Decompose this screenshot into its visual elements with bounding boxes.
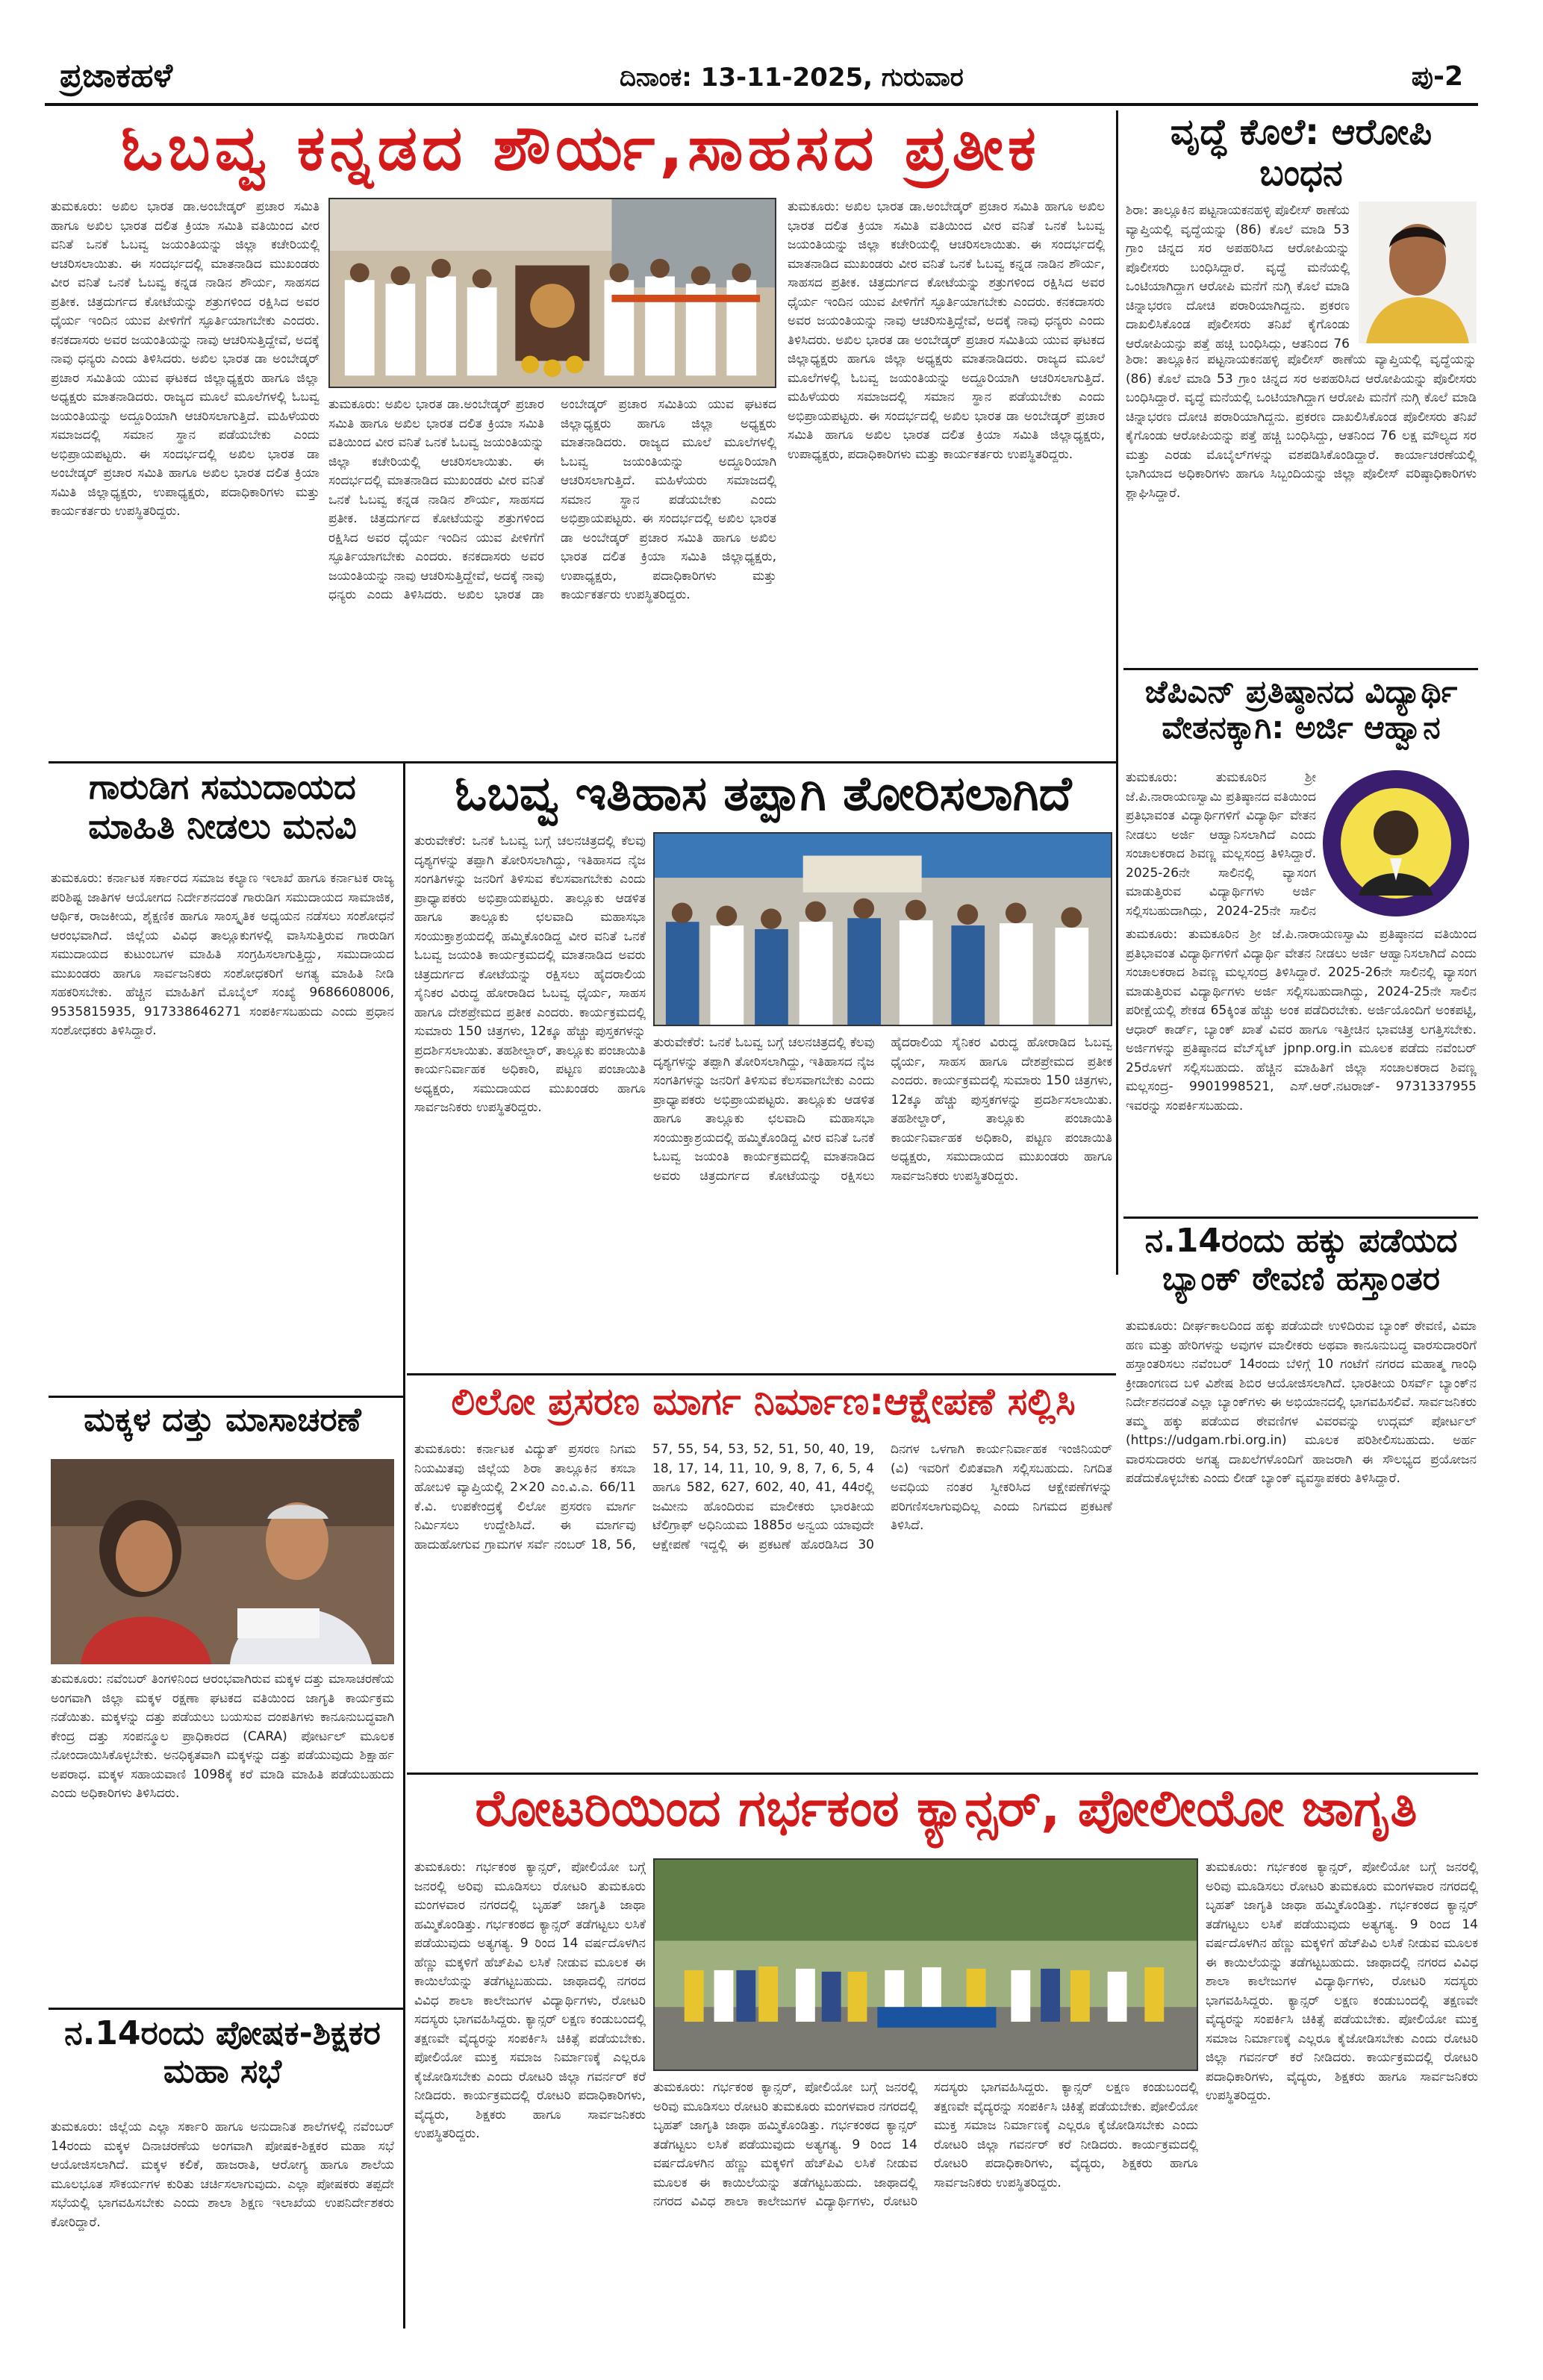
rule [407, 1772, 1478, 1775]
children-month-headline-box [51, 1402, 394, 1454]
scholarship-body: ತುಮಕೂರು: ತುಮಕೂರಿನ ಶ್ರೀ ಜೆ.ಪಿ.ನಾರಾಯಣಸ್ವಾಮಿ ಪ್ರತಿಷ್ಠಾನದ ವತಿಯಿಂದ ಪ್ರತಿಭಾವಂತ ವಿದ್ಯಾರ್ಥಿಗಳಿಗೆ ವಿದ್ಯಾರ್ಥಿ ವೇತನ ನೀಡಲು ಅರ್ಜಿ ಆಹ್ವಾನಿಸಲಾಗಿದೆ ಎಂದು ಸಂಚಾಲಕರಾದ ಶಿವಣ್ಣ ಮಲ್ಲಸಂದ್ರ ತಿಳಿಸಿದ್ದಾರೆ. 2025-26ನೇ ಸಾಲಿನಲ್ಲಿ ವ್ಯಾಸಂಗ ಮಾಡುತ್ತಿರುವ ವಿದ್ಯಾರ್ಥಿಗಳು ಅರ್ಜಿ ಸಲ್ಲಿಸಬಹುದಾಗಿದ್ದು, 2024-25ನೇ ಸಾಲಿನ [1126, 770, 1316, 918]
obavva-history-photo [653, 832, 1112, 1026]
scholarship-body-top [1126, 769, 1316, 918]
rule [49, 761, 1116, 763]
rule [49, 2008, 403, 2010]
teachers-headline: ನ.14ರಂದು ಪೋಷಕ-ಶಿಕ್ಷಕರ ಮಹಾ ಸಭೆ [64, 2015, 381, 2090]
power-line-headline: ಲಿಲೋ ಪ್ರಸರಣ ಮಾರ್ಗ ನಿರ್ಮಾಣ:ಆಕ್ಷೇಪಣೆ ಸಲ್ಲಿಸಿ [451, 1381, 1076, 1423]
power-line-body-box [414, 1440, 1112, 1758]
bank-body: ತುಮಕೂರು: ದೀರ್ಘಕಾಲದಿಂದ ಹಕ್ಕು ಪಡೆಯದೇ ಉಳಿದಿರುವ ಬ್ಯಾಂಕ್ ಠೇವಣಿ, ವಿಮಾ ಹಣ ಮತ್ತು ಹೇರಿಗಳನ್ನು ಅವುಗಳ ಮಾಲೀಕರು ಅಥವಾ ಕಾನೂನುಬದ್ಧ ವಾರಸುದಾರರಿಗೆ ಹಸ್ತಾಂತರಿಸಲು ನವೆಂಬರ್ 14ರಂದು ಬೆಳಿಗ್ಗೆ 10 ಗಂಟೆಗೆ ನಗರದ ಮಹಾತ್ಮ ಗಾಂಧಿ ಕ್ರೀಡಾಂಗಣದ ಬಳಿ ವಿಶೇಷ ಶಿಬಿರ ಆಯೋಜಿಸಲಾಗಿದೆ. ಭಾರತೀಯ ರಿಸರ್ವ್ ಬ್ಯಾಂಕ್‌ನ ನಿರ್ದೇಶನದಂತೆ ಎಲ್ಲಾ ಬ್ಯಾಂಕ್‌ಗಳು ಈ ಅಭಿಯಾನದಲ್ಲಿ ಭಾಗವಹಿಸಲಿವೆ. ಸಾರ್ವಜನಿಕರು ತಮ್ಮ ಹಕ್ಕು ಪಡೆಯದ ಠೇವಣಿಗಳ ವಿವರವನ್ನು ಉದ್ಗಮ್ ಪೋರ್ಟಲ್ (https://udgam.rbi.org.in) ಮೂಲಕ ಪರಿಶೀಲಿಸಬಹುದು. ಅರ್ಹ ವಾರಸುದಾರರು ಅಗತ್ಯ ದಾಖಲೆಗಳೊಂದಿಗೆ ಹಾಜರಾಗಿ ಈ ಸೌಲಭ್ಯದ ಪ್ರಯೋಜನ ಪಡೆದುಕೊಳ್ಳಬೇಕು ಎಂದು ಲೀಡ್ ಬ್ಯಾಂಕ್ ವ್ಯವಸ್ಥಾಪಕರು ತಿಳಿಸಿದ್ದಾರೆ. [1126, 1319, 1477, 1486]
scholarship-headline: ಜೆಪಿಎನ್ ಪ್ರತಿಷ್ಠಾನದ ವಿದ್ಯಾರ್ಥಿ ವೇತನಕ್ಕಾಗಿ: ಅರ್ಜಿ ಆಹ್ವಾನ [1144, 674, 1458, 746]
obavva-history-body: ತುರುವೇಕೆರೆ: ಒನಕೆ ಓಬವ್ವ ಬಗ್ಗೆ ಚಲನಚಿತ್ರದಲ್ಲಿ ಕೆಲವು ದೃಶ್ಯಗಳನ್ನು ತಪ್ಪಾಗಿ ತೋರಿಸಲಾಗಿದ್ದು, ಇತಿಹಾಸದ ನೈಜ ಸಂಗತಿಗಳನ್ನು ಜನರಿಗೆ ತಿಳಿಸುವ ಕೆಲಸವಾಗಬೇಕು ಎಂದು ಪ್ರಾಧ್ಯಾಪಕರು ಅಭಿಪ್ರಾಯಪಟ್ಟರು. ತಾಲ್ಲೂಕು ಆಡಳಿತ ಹಾಗೂ ತಾಲ್ಲೂಕು ಛಲವಾದಿ ಮಹಾಸಭಾ ಸಂಯುಕ್ತಾಶ್ರಯದಲ್ಲಿ ಹಮ್ಮಿಕೊಂಡಿದ್ದ ವೀರ ವನಿತೆ ಒನಕೆ ಓಬವ್ವ ಜಯಂತಿ ಕಾರ್ಯಕ್ರಮದಲ್ಲಿ ಮಾತನಾಡಿದ ಅವರು ಚಿತ್ರದುರ್ಗದ ಕೋಟೆಯನ್ನು ರಕ್ಷಿಸಲು ಹೈದರಾಲಿಯ ಸೈನಿಕರ ವಿರುದ್ಧ ಹೋರಾಡಿದ ಓಬವ್ವ ಧೈರ್ಯ, ಸಾಹಸ ಹಾಗೂ ದೇಶಪ್ರೇಮದ ಪ್ರತೀಕ ಎಂದರು. ಕಾರ್ಯಕ್ರಮದಲ್ಲಿ ಸುಮಾರು 150 ಚಿತ್ರಗಳು, 12ಕ್ಕೂ ಹೆಚ್ಚು ಪುಸ್ತಕಗಳನ್ನು ಪ್ರದರ್ಶಿಸಲಾಯಿತು. ತಹಶೀಲ್ದಾರ್, ತಾಲ್ಲೂಕು ಪಂಚಾಯಿತಿ ಕಾರ್ಯನಿರ್ವಾಹಕ ಅಧಿಕಾರಿ, ಪಟ್ಟಣ ಪಂಚಾಯಿತಿ ಅಧ್ಯಕ್ಷರು, ಸಮುದಾಯದ ಮುಖಂಡರು ಹಾಗೂ ಸಾರ್ವಜನಿಕರು ಉಪಸ್ಥಿತರಿದ್ದರು. [414, 834, 646, 1115]
rotary-rally-photo [653, 1858, 1198, 2071]
arrest-body-bottom [1126, 351, 1477, 664]
rotary-body-cont2: ತುಮಕೂರು: ಗರ್ಭಕಂಠ ಕ್ಯಾನ್ಸರ್, ಪೋಲಿಯೋ ಬಗ್ಗೆ ಜನರಲ್ಲಿ ಅರಿವು ಮೂಡಿಸಲು ರೋಟರಿ ತುಮಕೂರು ಮಂಗಳವಾರ ನಗರದಲ್ಲಿ ಬೃಹತ್ ಜಾಗೃತಿ ಜಾಥಾ ಹಮ್ಮಿಕೊಂಡಿತ್ತು. ಗರ್ಭಕಂಠದ ಕ್ಯಾನ್ಸರ್ ತಡೆಗಟ್ಟಲು ಲಸಿಕೆ ಪಡೆಯುವುದು ಅತ್ಯಗತ್ಯ. 9 ರಿಂದ 14 ವರ್ಷದೊಳಗಿನ ಹೆಣ್ಣು ಮಕ್ಕಳಿಗೆ ಹೆಚ್‌ಪಿವಿ ಲಸಿಕೆ ನೀಡುವ ಮೂಲಕ ಈ ಕಾಯಿಲೆಯನ್ನು ತಡೆಗಟ್ಟಬಹುದು. ಜಾಥಾದಲ್ಲಿ ನಗರದ ವಿವಿಧ ಶಾಲಾ ಕಾಲೇಜುಗಳ ವಿದ್ಯಾರ್ಥಿಗಳು, ರೋಟರಿ ಸದಸ್ಯರು ಭಾಗವಹಿಸಿದ್ದರು. ಕ್ಯಾನ್ಸರ್ ಲಕ್ಷಣ ಕಂಡುಬಂದಲ್ಲಿ ತಕ್ಷಣವೇ ವೈದ್ಯರನ್ನು ಸಂಪರ್ಕಿಸಿ ಚಿಕಿತ್ಸೆ ಪಡೆಯಬೇಕು. ಪೋಲಿಯೋ ಮುಕ್ತ ಸಮಾಜ ನಿರ್ಮಾಣಕ್ಕೆ ಎಲ್ಲರೂ ಕೈಜೋಡಿಸಬೇಕು ಎಂದು ರೋಟರಿ ಜಿಲ್ಲಾ ಗವರ್ನರ್ ಕರೆ ನೀಡಿದರು. ಕಾರ್ಯಕ್ರಮದಲ್ಲಿ ರೋಟರಿ ಪದಾಧಿಕಾರಿಗಳು, ವೈದ್ಯರು, ಶಿಕ್ಷಕರು ಹಾಗೂ ಸಾರ್ವಜನಿಕರು ಉಪಸ್ಥಿತರಿದ್ದರು. [1206, 1860, 1478, 2103]
masthead [45, 54, 1478, 106]
obavva-main-headline-box [51, 112, 1111, 194]
jpnf-logo [1321, 769, 1471, 918]
children-month-photo [51, 1459, 394, 1664]
rotary-col2 [653, 2078, 1198, 2343]
garudiga-body-box [51, 869, 394, 1392]
rule [1123, 1216, 1478, 1219]
rule [407, 1373, 1116, 1375]
column-rule [403, 761, 405, 2329]
rotary-headline: ರೋಟರಿಯಿಂದ ಗರ್ಭಕಂಠ ಕ್ಯಾನ್ಸರ್, ಪೋಲೀಯೋ ಜಾಗೃತಿ [475, 1780, 1418, 1838]
teachers-body: ತುಮಕೂರು: ಜಿಲ್ಲೆಯ ಎಲ್ಲಾ ಸರ್ಕಾರಿ ಹಾಗೂ ಅನುದಾನಿತ ಶಾಲೆಗಳಲ್ಲಿ ನವೆಂಬರ್ 14ರಂದು ಮಕ್ಕಳ ದಿನಾಚರಣೆಯ ಅಂಗವಾಗಿ ಪೋಷಕ-ಶಿಕ್ಷಕರ ಮಹಾ ಸಭೆ ಆಯೋಜಿಸಲಾಗಿದೆ. ಮಕ್ಕಳ ಕಲಿಕೆ, ಹಾಜರಾತಿ, ಆರೋಗ್ಯ ಹಾಗೂ ಶಾಲೆಯ ಮೂಲಭೂತ ಸೌಕರ್ಯಗಳ ಕುರಿತು ಚರ್ಚಿಸಲಾಗುವುದು. ಎಲ್ಲಾ ಪೋಷಕರು ತಪ್ಪದೇ ಸಭೆಯಲ್ಲಿ ಭಾಗವಹಿಸಬೇಕು ಎಂದು ಶಾಲಾ ಶಿಕ್ಷಣ ಇಲಾಖೆಯ ಉಪನಿರ್ದೇಶಕರು ಕೋರಿದ್ದಾರೆ. [51, 2120, 394, 2230]
obavva-main-headline: ಓಬವ್ವ ಕನ್ನಡದ ಶೌರ್ಯ,ಸಾಹಸದ ಪ್ರತೀಕ [121, 112, 1041, 184]
paper-name: ಪ್ರಜಾಕಹಳೆ [60, 57, 173, 95]
obavva-event-photo [328, 198, 776, 388]
rotary-col1 [414, 1858, 646, 2343]
rotary-headline-box [414, 1780, 1478, 1851]
arrest-body: ಶಿರಾ: ತಾಲ್ಲೂಕಿನ ಪಟ್ಟನಾಯಕನಹಳ್ಳಿ ಪೊಲೀಸ್ ಠಾಣೆಯ ವ್ಯಾಪ್ತಿಯಲ್ಲಿ ವೃದ್ಧೆಯನ್ನು (86) ಕೊಲೆ ಮಾಡಿ 53 ಗ್ರಾಂ ಚಿನ್ನದ ಸರ ಅಪಹರಿಸಿದ ಆರೋಪಿಯನ್ನು ಪೊಲೀಸರು ಬಂಧಿಸಿದ್ದಾರೆ. ವೃದ್ಧೆ ಮನೆಯಲ್ಲಿ ಒಂಟಿಯಾಗಿದ್ದಾಗ ಆರೋಪಿ ಮನೆಗೆ ನುಗ್ಗಿ ಕೊಲೆ ಮಾಡಿ ಚಿನ್ನಾಭರಣ ದೋಚಿ ಪರಾರಿಯಾಗಿದ್ದನು. ಪ್ರಕರಣ ದಾಖಲಿಸಿಕೊಂಡ ಪೊಲೀಸರು ತನಿಖೆ ಕೈಗೊಂಡು ಆರೋಪಿಯನ್ನು ಪತ್ತೆ ಹಚ್ಚಿ ಬಂಧಿಸಿದ್ದು, ಆತನಿಂದ 76 [1126, 203, 1350, 351]
garudiga-headline-box [51, 767, 394, 864]
page-number: ಪು-2 [1411, 61, 1463, 92]
bank-headline: ನ.14ರಂದು ಹಕ್ಕು ಪಡೆಯದ ಬ್ಯಾಂಕ್ ಠೇವಣಿ ಹಸ್ತಾಂತರ [1144, 1222, 1458, 1298]
rule [49, 1396, 403, 1398]
scholarship-body-bottom [1126, 925, 1477, 1209]
rotary-body-cont: ತುಮಕೂರು: ಗರ್ಭಕಂಠ ಕ್ಯಾನ್ಸರ್, ಪೋಲಿಯೋ ಬಗ್ಗೆ ಜನರಲ್ಲಿ ಅರಿವು ಮೂಡಿಸಲು ರೋಟರಿ ತುಮಕೂರು ಮಂಗಳವಾರ ನಗರದಲ್ಲಿ ಬೃಹತ್ ಜಾಗೃತಿ ಜಾಥಾ ಹಮ್ಮಿಕೊಂಡಿತ್ತು. ಗರ್ಭಕಂಠದ ಕ್ಯಾನ್ಸರ್ ತಡೆಗಟ್ಟಲು ಲಸಿಕೆ ಪಡೆಯುವುದು ಅತ್ಯಗತ್ಯ. 9 ರಿಂದ 14 ವರ್ಷದೊಳಗಿನ ಹೆಣ್ಣು ಮಕ್ಕಳಿಗೆ ಹೆಚ್‌ಪಿವಿ ಲಸಿಕೆ ನೀಡುವ ಮೂಲಕ ಈ ಕಾಯಿಲೆಯನ್ನು ತಡೆಗಟ್ಟಬಹುದು. ಜಾಥಾದಲ್ಲಿ ನಗರದ ವಿವಿಧ ಶಾಲಾ ಕಾಲೇಜುಗಳ ವಿದ್ಯಾರ್ಥಿಗಳು, ರೋಟರಿ ಸದಸ್ಯರು ಭಾಗವಹಿಸಿದ್ದರು. ಕ್ಯಾನ್ಸರ್ ಲಕ್ಷಣ ಕಂಡುಬಂದಲ್ಲಿ ತಕ್ಷಣವೇ ವೈದ್ಯರನ್ನು ಸಂಪರ್ಕಿಸಿ ಚಿಕಿತ್ಸೆ ಪಡೆಯಬೇಕು. ಪೋಲಿಯೋ ಮುಕ್ತ ಸಮಾಜ ನಿರ್ಮಾಣಕ್ಕೆ ಎಲ್ಲರೂ ಕೈಜೋಡಿಸಬೇಕು ಎಂದು ರೋಟರಿ ಜಿಲ್ಲಾ ಗವರ್ನರ್ ಕರೆ ನೀಡಿದರು. ಕಾರ್ಯಕ್ರಮದಲ್ಲಿ ರೋಟರಿ ಪದಾಧಿಕಾರಿಗಳು, ವೈದ್ಯರು, ಶಿಕ್ಷಕರು ಹಾಗೂ ಸಾರ್ವಜನಿಕರು ಉಪಸ್ಥಿತರಿದ್ದರು. [653, 2080, 1198, 2209]
obavva-main-col1 [51, 198, 319, 758]
rotary-col3 [1206, 1858, 1478, 2343]
obavva-history-headline: ಓಬವ್ವ ಇತಿಹಾಸ ತಪ್ಪಾಗಿ ತೋರಿಸಲಾಗಿದೆ [455, 767, 1072, 822]
arrest-body-cont: ಶಿರಾ: ತಾಲ್ಲೂಕಿನ ಪಟ್ಟನಾಯಕನಹಳ್ಳಿ ಪೊಲೀಸ್ ಠಾಣೆಯ ವ್ಯಾಪ್ತಿಯಲ್ಲಿ ವೃದ್ಧೆಯನ್ನು (86) ಕೊಲೆ ಮಾಡಿ 53 ಗ್ರಾಂ ಚಿನ್ನದ ಸರ ಅಪಹರಿಸಿದ ಆರೋಪಿಯನ್ನು ಪೊಲೀಸರು ಬಂಧಿಸಿದ್ದಾರೆ. ವೃದ್ಧೆ ಮನೆಯಲ್ಲಿ ಒಂಟಿಯಾಗಿದ್ದಾಗ ಆರೋಪಿ ಮನೆಗೆ ನುಗ್ಗಿ ಕೊಲೆ ಮಾಡಿ ಚಿನ್ನಾಭರಣ ದೋಚಿ ಪರಾರಿಯಾಗಿದ್ದನು. ಪ್ರಕರಣ ದಾಖಲಿಸಿಕೊಂಡ ಪೊಲೀಸರು ತನಿಖೆ ಕೈಗೊಂಡು ಆರೋಪಿಯನ್ನು ಪತ್ತೆ ಹಚ್ಚಿ ಬಂಧಿಸಿದ್ದು, ಆತನಿಂದ 76 ಲಕ್ಷ ಮೌಲ್ಯದ ಸರ ಮತ್ತು ಎರಡು ಮೊಬೈಲ್‌ಗಳನ್ನು ವಶಪಡಿಸಿಕೊಂಡಿದ್ದಾರೆ. ಕಾರ್ಯಾಚರಣೆಯಲ್ಲಿ ಭಾಗಿಯಾದ ಅಧಿಕಾರಿಗಳು ಹಾಗೂ ಸಿಬ್ಬಂದಿಯನ್ನು ಜಿಲ್ಲಾ ಪೊಲೀಸ್ ವರಿಷ್ಠಾಧಿಕಾರಿಗಳು ಶ್ಲಾಘಿಸಿದ್ದಾರೆ. [1126, 352, 1477, 501]
accused-photo [1359, 202, 1477, 343]
column-rule [1116, 110, 1118, 1275]
obavva-history-col2 [653, 1034, 1112, 1358]
power-line-body: ತುಮಕೂರು: ಕರ್ನಾಟಕ ವಿದ್ಯುತ್ ಪ್ರಸರಣ ನಿಗಮ ನಿಯಮಿತವು ಜಿಲ್ಲೆಯ ಶಿರಾ ತಾಲ್ಲೂಕಿನ ಕಸಬಾ ಹೋಬಳಿ ವ್ಯಾಪ್ತಿಯಲ್ಲಿ 2×20 ಎಂ.ವಿ.ಎ. 66/11 ಕೆ.ವಿ. ಉಪಕೇಂದ್ರಕ್ಕೆ ಲಿಲೋ ಪ್ರಸರಣ ಮಾರ್ಗ ನಿರ್ಮಿಸಲು ಉದ್ದೇಶಿಸಿದೆ. ಈ ಮಾರ್ಗವು ಹಾದುಹೋಗುವ ಗ್ರಾಮಗಳ ಸರ್ವೆ ನಂಬರ್ 18, 56, 57, 55, 54, 53, 52, 51, 50, 40, 19, 18, 17, 14, 11, 10, 9, 8, 7, 6, 5, 4 ಹಾಗೂ 582, 627, 602, 40, 41, 44ರಲ್ಲಿ ಜಮೀನು ಹೊಂದಿರುವ ಮಾಲೀಕರು ಭಾರತೀಯ ಟೆಲಿಗ್ರಾಫ್ ಅಧಿನಿಯಮ 1885ರ ಅನ್ವಯ ಯಾವುದೇ ಆಕ್ಷೇಪಣೆ ಇದ್ದಲ್ಲಿ ಈ ಪ್ರಕಟಣೆ ಹೊರಡಿಸಿದ 30 ದಿನಗಳ ಒಳಗಾಗಿ ಕಾರ್ಯನಿರ್ವಾಹಕ ಇಂಜಿನಿಯರ್ (ವಿ) ಇವರಿಗೆ ಲಿಖಿತವಾಗಿ ಸಲ್ಲಿಸಬಹುದು. ನಿಗದಿತ ಅವಧಿಯ ನಂತರ ಸ್ವೀಕರಿಸಿದ ಆಕ್ಷೇಪಣೆಗಳನ್ನು ಪರಿಗಣಿಸಲಾಗುವುದಿಲ್ಲ ಎಂದು ನಿಗಮದ ಪ್ರಕಟಣೆ ತಿಳಿಸಿದೆ. [414, 1442, 1112, 1552]
teachers-body-box [51, 2118, 394, 2342]
arrest-headline: ವೃದ್ಧೆ ಕೊಲೆ: ಆರೋಪಿ ಬಂಧನ [1170, 112, 1433, 195]
teachers-headline-box [51, 2015, 394, 2112]
scholarship-body-cont: ತುಮಕೂರು: ತುಮಕೂರಿನ ಶ್ರೀ ಜೆ.ಪಿ.ನಾರಾಯಣಸ್ವಾಮಿ ಪ್ರತಿಷ್ಠಾನದ ವತಿಯಿಂದ ಪ್ರತಿಭಾವಂತ ವಿದ್ಯಾರ್ಥಿಗಳಿಗೆ ವಿದ್ಯಾರ್ಥಿ ವೇತನ ನೀಡಲು ಅರ್ಜಿ ಆಹ್ವಾನಿಸಲಾಗಿದೆ ಎಂದು ಸಂಚಾಲಕರಾದ ಶಿವಣ್ಣ ಮಲ್ಲಸಂದ್ರ ತಿಳಿಸಿದ್ದಾರೆ. 2025-26ನೇ ಸಾಲಿನಲ್ಲಿ ವ್ಯಾಸಂಗ ಮಾಡುತ್ತಿರುವ ವಿದ್ಯಾರ್ಥಿಗಳು ಅರ್ಜಿ ಸಲ್ಲಿಸಬಹುದಾಗಿದ್ದು, 2024-25ನೇ ಸಾಲಿನ ಪರೀಕ್ಷೆಯಲ್ಲಿ ಶೇಕಡ 65ಕ್ಕಿಂತ ಹೆಚ್ಚು ಅಂಕ ಪಡೆದಿರಬೇಕು. ಅರ್ಜಿಯೊಂದಿಗೆ ಅಂಕಪಟ್ಟಿ, ಆಧಾರ್ ಕಾರ್ಡ್, ಬ್ಯಾಂಕ್ ಖಾತೆ ವಿವರ ಹಾಗೂ ಇತ್ತೀಚಿನ ಭಾವಚಿತ್ರ ಲಗತ್ತಿಸಬೇಕು. ಅರ್ಜಿಗಳನ್ನು ಪ್ರತಿಷ್ಠಾನದ ವೆಬ್‌ಸೈಟ್ jpnp.org.in ಮೂಲಕ ಪಡೆದು ನವೆಂಬರ್ 25ರೊಳಗೆ ಸಲ್ಲಿಸಬಹುದು. ಹೆಚ್ಚಿನ ಮಾಹಿತಿಗೆ ಜಿಲ್ಲಾ ಸಂಚಾಲಕರಾದ ಶಿವಣ್ಣ ಮಲ್ಲಸಂದ್ರ- 9901998521, ಎಸ್.ಆರ್.ನಟರಾಜ್- 9731337955 ಇವರನ್ನು ಸಂಪರ್ಕಿಸಬಹುದು. [1126, 927, 1477, 1114]
obavva-history-col1 [414, 832, 646, 1358]
rotary-body: ತುಮಕೂರು: ಗರ್ಭಕಂಠ ಕ್ಯಾನ್ಸರ್, ಪೋಲಿಯೋ ಬಗ್ಗೆ ಜನರಲ್ಲಿ ಅರಿವು ಮೂಡಿಸಲು ರೋಟರಿ ತುಮಕೂರು ಮಂಗಳವಾರ ನಗರದಲ್ಲಿ ಬೃಹತ್ ಜಾಗೃತಿ ಜಾಥಾ ಹಮ್ಮಿಕೊಂಡಿತ್ತು. ಗರ್ಭಕಂಠದ ಕ್ಯಾನ್ಸರ್ ತಡೆಗಟ್ಟಲು ಲಸಿಕೆ ಪಡೆಯುವುದು ಅತ್ಯಗತ್ಯ. 9 ರಿಂದ 14 ವರ್ಷದೊಳಗಿನ ಹೆಣ್ಣು ಮಕ್ಕಳಿಗೆ ಹೆಚ್‌ಪಿವಿ ಲಸಿಕೆ ನೀಡುವ ಮೂಲಕ ಈ ಕಾಯಿಲೆಯನ್ನು ತಡೆಗಟ್ಟಬಹುದು. ಜಾಥಾದಲ್ಲಿ ನಗರದ ವಿವಿಧ ಶಾಲಾ ಕಾಲೇಜುಗಳ ವಿದ್ಯಾರ್ಥಿಗಳು, ರೋಟರಿ ಸದಸ್ಯರು ಭಾಗವಹಿಸಿದ್ದರು. ಕ್ಯಾನ್ಸರ್ ಲಕ್ಷಣ ಕಂಡುಬಂದಲ್ಲಿ ತಕ್ಷಣವೇ ವೈದ್ಯರನ್ನು ಸಂಪರ್ಕಿಸಿ ಚಿಕಿತ್ಸೆ ಪಡೆಯಬೇಕು. ಪೋಲಿಯೋ ಮುಕ್ತ ಸಮಾಜ ನಿರ್ಮಾಣಕ್ಕೆ ಎಲ್ಲರೂ ಕೈಜೋಡಿಸಬೇಕು ಎಂದು ರೋಟರಿ ಜಿಲ್ಲಾ ಗವರ್ನರ್ ಕರೆ ನೀಡಿದರು. ಕಾರ್ಯಕ್ರಮದಲ್ಲಿ ರೋಟರಿ ಪದಾಧಿಕಾರಿಗಳು, ವೈದ್ಯರು, ಶಿಕ್ಷಕರು ಹಾಗೂ ಸಾರ್ವಜನಿಕರು ಉಪಸ್ಥಿತರಿದ್ದರು. [414, 1860, 646, 2141]
obavva-history-body-cont: ತುರುವೇಕೆರೆ: ಒನಕೆ ಓಬವ್ವ ಬಗ್ಗೆ ಚಲನಚಿತ್ರದಲ್ಲಿ ಕೆಲವು ದೃಶ್ಯಗಳನ್ನು ತಪ್ಪಾಗಿ ತೋರಿಸಲಾಗಿದ್ದು, ಇತಿಹಾಸದ ನೈಜ ಸಂಗತಿಗಳನ್ನು ಜನರಿಗೆ ತಿಳಿಸುವ ಕೆಲಸವಾಗಬೇಕು ಎಂದು ಪ್ರಾಧ್ಯಾಪಕರು ಅಭಿಪ್ರಾಯಪಟ್ಟರು. ತಾಲ್ಲೂಕು ಆಡಳಿತ ಹಾಗೂ ತಾಲ್ಲೂಕು ಛಲವಾದಿ ಮಹಾಸಭಾ ಸಂಯುಕ್ತಾಶ್ರಯದಲ್ಲಿ ಹಮ್ಮಿಕೊಂಡಿದ್ದ ವೀರ ವನಿತೆ ಒನಕೆ ಓಬವ್ವ ಜಯಂತಿ ಕಾರ್ಯಕ್ರಮದಲ್ಲಿ ಮಾತನಾಡಿದ ಅವರು ಚಿತ್ರದುರ್ಗದ ಕೋಟೆಯನ್ನು ರಕ್ಷಿಸಲು ಹೈದರಾಲಿಯ ಸೈನಿಕರ ವಿರುದ್ಧ ಹೋರಾಡಿದ ಓಬವ್ವ ಧೈರ್ಯ, ಸಾಹಸ ಹಾಗೂ ದೇಶಪ್ರೇಮದ ಪ್ರತೀಕ ಎಂದರು. ಕಾರ್ಯಕ್ರಮದಲ್ಲಿ ಸುಮಾರು 150 ಚಿತ್ರಗಳು, 12ಕ್ಕೂ ಹೆಚ್ಚು ಪುಸ್ತಕಗಳನ್ನು ಪ್ರದರ್ಶಿಸಲಾಯಿತು. ತಹಶೀಲ್ದಾರ್, ತಾಲ್ಲೂಕು ಪಂಚಾಯಿತಿ ಕಾರ್ಯನಿರ್ವಾಹಕ ಅಧಿಕಾರಿ, ಪಟ್ಟಣ ಪಂಚಾಯಿತಿ ಅಧ್ಯಕ್ಷರು, ಸಮುದಾಯದ ಮುಖಂಡರು ಹಾಗೂ ಸಾರ್ವಜನಿಕರು ಉಪಸ್ಥಿತರಿದ್ದರು. [653, 1035, 1112, 1184]
obavva-history-headline-box [414, 767, 1112, 827]
obavva-main-col3 [788, 198, 1105, 758]
garudiga-headline: ಗಾರುಡಿಗ ಸಮುದಾಯದ ಮಾಹಿತಿ ನೀಡಲು ಮನವಿ [88, 767, 357, 846]
arrest-headline-box [1126, 112, 1477, 198]
obavva-main-body: ತುಮಕೂರು: ಅಖಿಲ ಭಾರತ ಡಾ.ಅಂಬೇಡ್ಕರ್ ಪ್ರಚಾರ ಸಮಿತಿ ಹಾಗೂ ಅಖಿಲ ಭಾರತ ದಲಿತ ಕ್ರಿಯಾ ಸಮಿತಿ ವತಿಯಿಂದ ವೀರ ವನಿತೆ ಒನಕೆ ಓಬವ್ವ ಜಯಂತಿಯನ್ನು ಜಿಲ್ಲಾ ಕಚೇರಿಯಲ್ಲಿ ಆಚರಿಸಲಾಯಿತು. ಈ ಸಂದರ್ಭದಲ್ಲಿ ಮಾತನಾಡಿದ ಮುಖಂಡರು ವೀರ ವನಿತೆ ಒನಕೆ ಓಬವ್ವ ಕನ್ನಡ ನಾಡಿನ ಶೌರ್ಯ, ಸಾಹಸದ ಪ್ರತೀಕ. ಚಿತ್ರದುರ್ಗದ ಕೋಟೆಯನ್ನು ಶತ್ರುಗಳಿಂದ ರಕ್ಷಿಸಿದ ಅವರ ಧೈರ್ಯ ಇಂದಿನ ಯುವ ಪೀಳಿಗೆಗೆ ಸ್ಫೂರ್ತಿಯಾಗಬೇಕು ಎಂದರು. ಕನಕದಾಸರು ಅವರ ಜಯಂತಿಯನ್ನು ನಾವು ಆಚರಿಸುತ್ತಿದ್ದೇವೆ, ಅದಕ್ಕೆ ನಾವು ಧನ್ಯರು ಎಂದು ತಿಳಿಸಿದರು. ಅಖಿಲ ಭಾರತ ಡಾ ಅಂಬೇಡ್ಕರ್ ಪ್ರಚಾರ ಸಮಿತಿಯ ಯುವ ಘಟಕದ ಜಿಲ್ಲಾಧ್ಯಕ್ಷರು ಹಾಗೂ ಜಿಲ್ಲಾ ಅಧ್ಯಕ್ಷರು ಮಾತನಾಡಿದರು. ರಾಜ್ಯದ ಮೂಲೆ ಮೂಲೆಗಳಲ್ಲಿ ಓಬವ್ವ ಜಯಂತಿಯನ್ನು ಅದ್ದೂರಿಯಾಗಿ ಆಚರಿಸಲಾಗುತ್ತಿದೆ. ಮಹಿಳೆಯರು ಸಮಾಜದಲ್ಲಿ ಸಮಾನ ಸ್ಥಾನ ಪಡೆಯಬೇಕು ಎಂದು ಅಭಿಪ್ರಾಯಪಟ್ಟರು. ಈ ಸಂದರ್ಭದಲ್ಲಿ ಅಖಿಲ ಭಾರತ ಡಾ ಅಂಬೇಡ್ಕರ್ ಪ್ರಚಾರ ಸಮಿತಿ ಹಾಗೂ ಅಖಿಲ ಭಾರತ ದಲಿತ ಕ್ರಿಯಾ ಸಮಿತಿ ಜಿಲ್ಲಾಧ್ಯಕ್ಷರು, ಉಪಾಧ್ಯಕ್ಷರು, ಪದಾಧಿಕಾರಿಗಳು ಮತ್ತು ಕಾರ್ಯಕರ್ತರು ಉಪಸ್ಥಿತರಿದ್ದರು. [51, 199, 319, 519]
rule [1123, 668, 1478, 670]
obavva-main-body-cont: ತುಮಕೂರು: ಅಖಿಲ ಭಾರತ ಡಾ.ಅಂಬೇಡ್ಕರ್ ಪ್ರಚಾರ ಸಮಿತಿ ಹಾಗೂ ಅಖಿಲ ಭಾರತ ದಲಿತ ಕ್ರಿಯಾ ಸಮಿತಿ ವತಿಯಿಂದ ವೀರ ವನಿತೆ ಒನಕೆ ಓಬವ್ವ ಜಯಂತಿಯನ್ನು ಜಿಲ್ಲಾ ಕಚೇರಿಯಲ್ಲಿ ಆಚರಿಸಲಾಯಿತು. ಈ ಸಂದರ್ಭದಲ್ಲಿ ಮಾತನಾಡಿದ ಮುಖಂಡರು ವೀರ ವನಿತೆ ಒನಕೆ ಓಬವ್ವ ಕನ್ನಡ ನಾಡಿನ ಶೌರ್ಯ, ಸಾಹಸದ ಪ್ರತೀಕ. ಚಿತ್ರದುರ್ಗದ ಕೋಟೆಯನ್ನು ಶತ್ರುಗಳಿಂದ ರಕ್ಷಿಸಿದ ಅವರ ಧೈರ್ಯ ಇಂದಿನ ಯುವ ಪೀಳಿಗೆಗೆ ಸ್ಫೂರ್ತಿಯಾಗಬೇಕು ಎಂದರು. ಕನಕದಾಸರು ಅವರ ಜಯಂತಿಯನ್ನು ನಾವು ಆಚರಿಸುತ್ತಿದ್ದೇವೆ, ಅದಕ್ಕೆ ನಾವು ಧನ್ಯರು ಎಂದು ತಿಳಿಸಿದರು. ಅಖಿಲ ಭಾರತ ಡಾ ಅಂಬೇಡ್ಕರ್ ಪ್ರಚಾರ ಸಮಿತಿಯ ಯುವ ಘಟಕದ ಜಿಲ್ಲಾಧ್ಯಕ್ಷರು ಹಾಗೂ ಜಿಲ್ಲಾ ಅಧ್ಯಕ್ಷರು ಮಾತನಾಡಿದರು. ರಾಜ್ಯದ ಮೂಲೆ ಮೂಲೆಗಳಲ್ಲಿ ಓಬವ್ವ ಜಯಂತಿಯನ್ನು ಅದ್ದೂರಿಯಾಗಿ ಆಚರಿಸಲಾಗುತ್ತಿದೆ. ಮಹಿಳೆಯರು ಸಮಾಜದಲ್ಲಿ ಸಮಾನ ಸ್ಥಾನ ಪಡೆಯಬೇಕು ಎಂದು ಅಭಿಪ್ರಾಯಪಟ್ಟರು. ಈ ಸಂದರ್ಭದಲ್ಲಿ ಅಖಿಲ ಭಾರತ ಡಾ ಅಂಬೇಡ್ಕರ್ ಪ್ರಚಾರ ಸಮಿತಿ ಹಾಗೂ ಅಖಿಲ ಭಾರತ ದಲಿತ ಕ್ರಿಯಾ ಸಮಿತಿ ಜಿಲ್ಲಾಧ್ಯಕ್ಷರು, ಉಪಾಧ್ಯಕ್ಷರು, ಪದಾಧಿಕಾರಿಗಳು ಮತ್ತು ಕಾರ್ಯಕರ್ತರು ಉಪಸ್ಥಿತರಿದ್ದರು. [328, 397, 776, 602]
children-month-headline: ಮಕ್ಕಳ ದತ್ತು ಮಾಸಾಚರಣೆ [84, 1402, 361, 1439]
bank-headline-box [1126, 1222, 1477, 1312]
power-line-headline-box [414, 1381, 1112, 1437]
obavva-main-col2 [328, 396, 776, 758]
children-month-body-box [51, 1670, 394, 2006]
arrest-body-top [1126, 202, 1350, 351]
issue-date: ದಿನಾಂಕ: 13-11-2025, ಗುರುವಾರ [620, 63, 964, 93]
garudiga-body: ತುಮಕೂರು: ಕರ್ನಾಟಕ ಸರ್ಕಾರದ ಸಮಾಜ ಕಲ್ಯಾಣ ಇಲಾಖೆ ಹಾಗೂ ಕರ್ನಾಟಕ ರಾಜ್ಯ ಪರಿಶಿಷ್ಟ ಜಾತಿಗಳ ಆಯೋಗದ ನಿರ್ದೇಶನದಂತೆ ಗಾರುಡಿಗ ಸಮುದಾಯದ ಸಾಮಾಜಿಕ, ಆರ್ಥಿಕ, ರಾಜಕೀಯ, ಶೈಕ್ಷಣಿಕ ಹಾಗೂ ಸಾಂಸ್ಕೃತಿಕ ಅಧ್ಯಯನ ನಡೆಸಲು ಸಂಶೋಧನೆ ಆರಂಭವಾಗಿದೆ. ಜಿಲ್ಲೆಯ ವಿವಿಧ ತಾಲ್ಲೂಕುಗಳಲ್ಲಿ ವಾಸಿಸುತ್ತಿರುವ ಗಾರುಡಿಗ ಸಮುದಾಯದ ಕುಟುಂಬಗಳ ಮಾಹಿತಿ ಸಂಗ್ರಹಿಸಲಾಗುತ್ತಿದ್ದು, ಸಮುದಾಯದ ಮುಖಂಡರು ಹಾಗೂ ಸಾರ್ವಜನಿಕರು ಸಂಶೋಧಕರಿಗೆ ಅಗತ್ಯ ಮಾಹಿತಿ ನೀಡಿ ಸಹಕರಿಸಬೇಕು. ಹೆಚ್ಚಿನ ಮಾಹಿತಿಗೆ ಮೊಬೈಲ್ ಸಂಖ್ಯೆ 9686608006, 9535815935, 917338646271 ಸಂಪರ್ಕಿಸಬಹುದು ಎಂದು ಪ್ರಧಾನ ಸಂಶೋಧಕರು ತಿಳಿಸಿದ್ದಾರೆ. [51, 871, 394, 1038]
obavva-main-body-cont2: ತುಮಕೂರು: ಅಖಿಲ ಭಾರತ ಡಾ.ಅಂಬೇಡ್ಕರ್ ಪ್ರಚಾರ ಸಮಿತಿ ಹಾಗೂ ಅಖಿಲ ಭಾರತ ದಲಿತ ಕ್ರಿಯಾ ಸಮಿತಿ ವತಿಯಿಂದ ವೀರ ವನಿತೆ ಒನಕೆ ಓಬವ್ವ ಜಯಂತಿಯನ್ನು ಜಿಲ್ಲಾ ಕಚೇರಿಯಲ್ಲಿ ಆಚರಿಸಲಾಯಿತು. ಈ ಸಂದರ್ಭದಲ್ಲಿ ಮಾತನಾಡಿದ ಮುಖಂಡರು ವೀರ ವನಿತೆ ಒನಕೆ ಓಬವ್ವ ಕನ್ನಡ ನಾಡಿನ ಶೌರ್ಯ, ಸಾಹಸದ ಪ್ರತೀಕ. ಚಿತ್ರದುರ್ಗದ ಕೋಟೆಯನ್ನು ಶತ್ರುಗಳಿಂದ ರಕ್ಷಿಸಿದ ಅವರ ಧೈರ್ಯ ಇಂದಿನ ಯುವ ಪೀಳಿಗೆಗೆ ಸ್ಫೂರ್ತಿಯಾಗಬೇಕು ಎಂದರು. ಕನಕದಾಸರು ಅವರ ಜಯಂತಿಯನ್ನು ನಾವು ಆಚರಿಸುತ್ತಿದ್ದೇವೆ, ಅದಕ್ಕೆ ನಾವು ಧನ್ಯರು ಎಂದು ತಿಳಿಸಿದರು. ಅಖಿಲ ಭಾರತ ಡಾ ಅಂಬೇಡ್ಕರ್ ಪ್ರಚಾರ ಸಮಿತಿಯ ಯುವ ಘಟಕದ ಜಿಲ್ಲಾಧ್ಯಕ್ಷರು ಹಾಗೂ ಜಿಲ್ಲಾ ಅಧ್ಯಕ್ಷರು ಮಾತನಾಡಿದರು. ರಾಜ್ಯದ ಮೂಲೆ ಮೂಲೆಗಳಲ್ಲಿ ಓಬವ್ವ ಜಯಂತಿಯನ್ನು ಅದ್ದೂರಿಯಾಗಿ ಆಚರಿಸಲಾಗುತ್ತಿದೆ. ಮಹಿಳೆಯರು ಸಮಾಜದಲ್ಲಿ ಸಮಾನ ಸ್ಥಾನ ಪಡೆಯಬೇಕು ಎಂದು ಅಭಿಪ್ರಾಯಪಟ್ಟರು. ಈ ಸಂದರ್ಭದಲ್ಲಿ ಅಖಿಲ ಭಾರತ ಡಾ ಅಂಬೇಡ್ಕರ್ ಪ್ರಚಾರ ಸಮಿತಿ ಹಾಗೂ ಅಖಿಲ ಭಾರತ ದಲಿತ ಕ್ರಿಯಾ ಸಮಿತಿ ಜಿಲ್ಲಾಧ್ಯಕ್ಷರು, ಉಪಾಧ್ಯಕ್ಷರು, ಪದಾಧಿಕಾರಿಗಳು ಮತ್ತು ಕಾರ್ಯಕರ್ತರು ಉಪಸ್ಥಿತರಿದ್ದರು. [788, 199, 1105, 462]
children-month-body: ತುಮಕೂರು: ನವೆಂಬರ್ ತಿಂಗಳಿನಿಂದ ಆರಂಭವಾಗಿರುವ ಮಕ್ಕಳ ದತ್ತು ಮಾಸಾಚರಣೆಯ ಅಂಗವಾಗಿ ಜಿಲ್ಲಾ ಮಕ್ಕಳ ರಕ್ಷಣಾ ಘಟಕದ ವತಿಯಿಂದ ಜಾಗೃತಿ ಕಾರ್ಯಕ್ರಮ ನಡೆಯಿತು. ಮಕ್ಕಳನ್ನು ದತ್ತು ಪಡೆಯಲು ಬಯಸುವ ದಂಪತಿಗಳು ಕಾನೂನುಬದ್ಧವಾಗಿ ಕೇಂದ್ರ ದತ್ತು ಸಂಪನ್ಮೂಲ ಪ್ರಾಧಿಕಾರದ (CARA) ಪೋರ್ಟಲ್ ಮೂಲಕ ನೋಂದಾಯಿಸಿಕೊಳ್ಳಬೇಕು. ಅನಧಿಕೃತವಾಗಿ ಮಕ್ಕಳನ್ನು ದತ್ತು ಪಡೆಯುವುದು ಶಿಕ್ಷಾರ್ಹ ಅಪರಾಧ. ಮಕ್ಕಳ ಸಹಾಯವಾಣಿ 1098ಕ್ಕೆ ಕರೆ ಮಾಡಿ ಮಾಹಿತಿ ಪಡೆಯಬಹುದು ಎಂದು ಅಧಿಕಾರಿಗಳು ತಿಳಿಸಿದರು. [51, 1672, 394, 1801]
scholarship-headline-box [1126, 674, 1477, 760]
